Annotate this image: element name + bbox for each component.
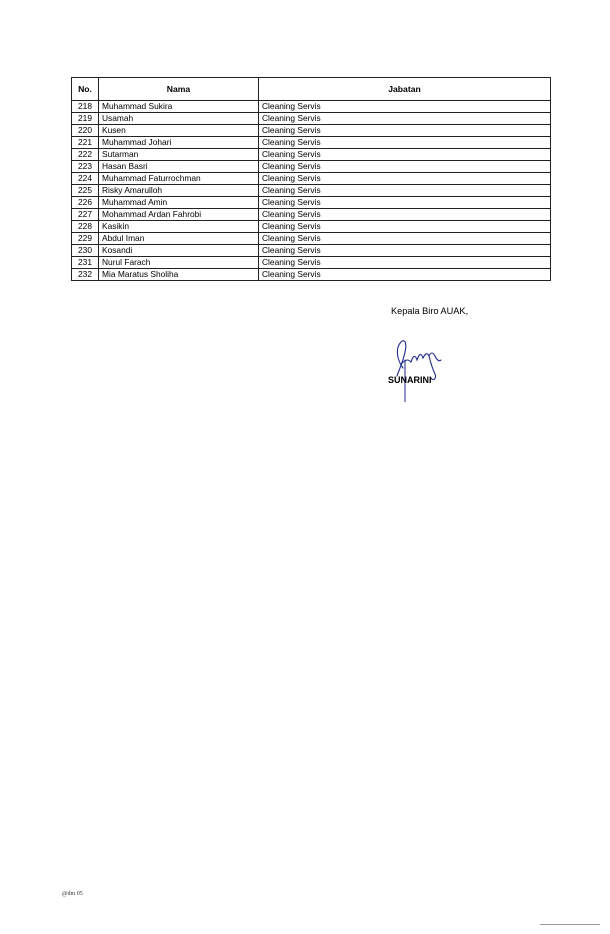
table-row (72, 221, 551, 233)
table-row (72, 257, 551, 269)
cell-no: 219 (72, 113, 99, 125)
handwritten-signature (389, 330, 449, 402)
cell-jabatan: Cleaning Servis (259, 149, 551, 161)
table-row (72, 269, 551, 281)
cell-nama: Kasikin (99, 221, 259, 233)
cell-no: 220 (72, 125, 99, 137)
signatory-title: Kepala Biro AUAK, (391, 306, 469, 316)
table-row (72, 197, 551, 209)
table-row (72, 101, 551, 113)
table-row (72, 149, 551, 161)
cell-nama: Usamah (99, 113, 259, 125)
table-row (72, 161, 551, 173)
cell-no: 226 (72, 197, 99, 209)
cell-nama: Risky Amarulloh (99, 185, 259, 197)
table-row (72, 209, 551, 221)
header-nama: Nama (99, 78, 259, 101)
table-row (72, 173, 551, 185)
table-row (72, 137, 551, 149)
cell-nama: Muhammad Sukira (99, 101, 259, 113)
cell-no: 222 (72, 149, 99, 161)
cell-nama: Muhammad Amin (99, 197, 259, 209)
cell-no: 225 (72, 185, 99, 197)
cell-no: 218 (72, 101, 99, 113)
cell-nama: Sutarman (99, 149, 259, 161)
cell-nama: Muhammad Faturrochman (99, 173, 259, 185)
cell-jabatan: Cleaning Servis (259, 137, 551, 149)
cell-nama: Hasan Basri (99, 161, 259, 173)
header-no: No. (72, 78, 99, 101)
header-jabatan: Jabatan (259, 78, 551, 101)
cell-jabatan: Cleaning Servis (259, 161, 551, 173)
cell-jabatan: Cleaning Servis (259, 209, 551, 221)
table-row (72, 233, 551, 245)
cell-jabatan: Cleaning Servis (259, 269, 551, 281)
signatory-name: SUNARINI (388, 375, 432, 385)
table-row (72, 185, 551, 197)
cell-jabatan: Cleaning Servis (259, 197, 551, 209)
cell-jabatan: Cleaning Servis (259, 125, 551, 137)
cell-nama: Nurul Farach (99, 257, 259, 269)
cell-jabatan: Cleaning Servis (259, 173, 551, 185)
cell-nama: Mia Maratus Sholiha (99, 269, 259, 281)
cell-nama: Muhammad Johari (99, 137, 259, 149)
cell-no: 228 (72, 221, 99, 233)
cell-no: 223 (72, 161, 99, 173)
cell-no: 224 (72, 173, 99, 185)
table-row (72, 125, 551, 137)
cell-no: 230 (72, 245, 99, 257)
cell-jabatan: Cleaning Servis (259, 221, 551, 233)
bottom-rule (540, 924, 600, 925)
cell-nama: Abdul Iman (99, 233, 259, 245)
cell-nama: Mohammad Ardan Fahrobi (99, 209, 259, 221)
cell-jabatan: Cleaning Servis (259, 113, 551, 125)
table-row (72, 113, 551, 125)
cell-no: 227 (72, 209, 99, 221)
cell-jabatan: Cleaning Servis (259, 101, 551, 113)
cell-no: 221 (72, 137, 99, 149)
cell-jabatan: Cleaning Servis (259, 185, 551, 197)
cell-jabatan: Cleaning Servis (259, 233, 551, 245)
cell-nama: Kosandi (99, 245, 259, 257)
cell-no: 232 (72, 269, 99, 281)
cell-no: 229 (72, 233, 99, 245)
cell-nama: Kusen (99, 125, 259, 137)
cell-jabatan: Cleaning Servis (259, 245, 551, 257)
table-row (72, 245, 551, 257)
cell-jabatan: Cleaning Servis (259, 257, 551, 269)
staff-table (71, 77, 551, 281)
cell-no: 231 (72, 257, 99, 269)
footer-code: @dm 05 (62, 891, 83, 897)
table-header-row (72, 78, 551, 101)
